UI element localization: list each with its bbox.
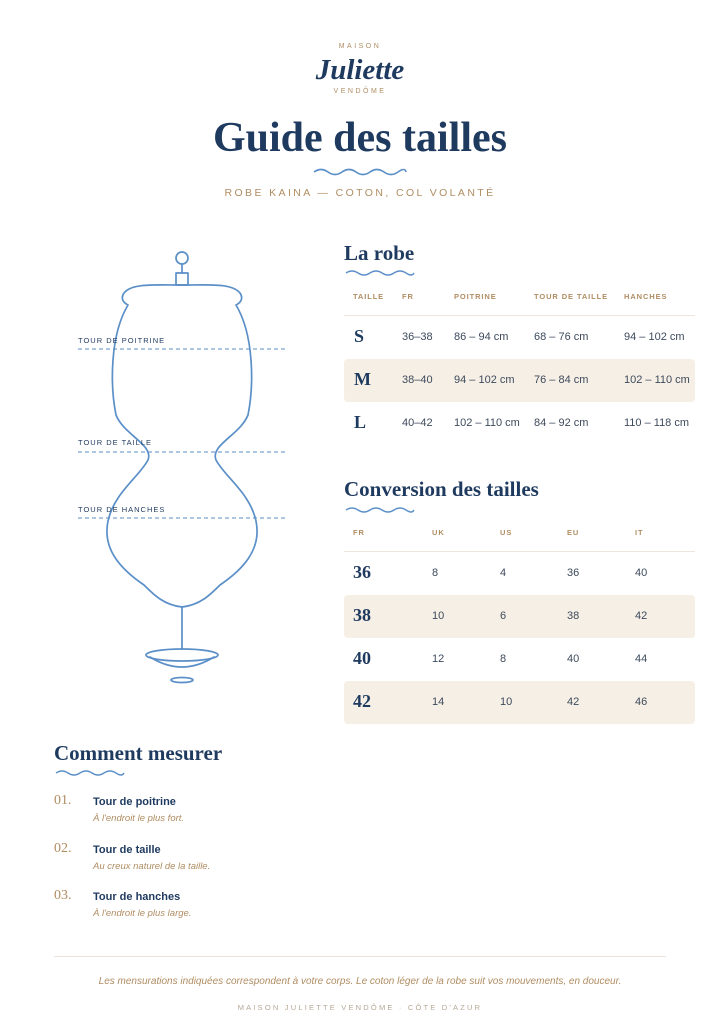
cell-waist: 76 – 84 cm — [534, 374, 589, 386]
step-description: À l'endroit le plus large. — [93, 908, 192, 919]
cell-chest: 94 – 102 cm — [454, 374, 515, 386]
step-title: Tour de taille — [93, 844, 161, 856]
conversion-table-title: Conversion des tailles — [344, 477, 539, 501]
step-title: Tour de hanches — [93, 891, 181, 903]
cell-us: 10 — [500, 696, 513, 708]
cell-us: 4 — [500, 567, 507, 579]
cell-eu: 38 — [567, 610, 580, 622]
dress-table-title: La robe — [344, 241, 415, 265]
step-description: Au creux naturel de la taille. — [93, 861, 211, 872]
dress-form-icon — [70, 245, 300, 690]
cell-fr: 40 — [353, 648, 371, 668]
table-row — [344, 402, 695, 445]
footer-note: Les mensurations indiquées correspondent à votre corps. Le coton léger de la robe suit vos mouvements, en douceur. — [98, 976, 622, 987]
footer-brand: MAISON JULIETTE VENDÔME · CÔTE D'AZUR — [237, 1003, 483, 1012]
cell-us: 8 — [500, 653, 507, 665]
header-fr: FR — [353, 528, 365, 537]
header-eu: EU — [567, 528, 580, 537]
label-chest: TOUR DE POITRINE — [78, 336, 166, 345]
brand-bottom: VENDÔME — [333, 88, 387, 95]
cell-uk: 8 — [432, 567, 439, 579]
header-us: US — [500, 528, 513, 537]
table-header — [344, 280, 695, 316]
cell-hips: 102 – 110 cm — [624, 374, 690, 386]
size-conversion-table — [344, 516, 695, 724]
table-header — [344, 516, 695, 552]
cell-chest: 102 – 110 cm — [454, 417, 520, 429]
cell-waist: 84 – 92 cm — [534, 417, 589, 429]
header-hips: HANCHES — [624, 292, 668, 301]
cell-hips: 110 – 118 cm — [624, 417, 690, 429]
cell-size: M — [354, 369, 371, 389]
table-row — [344, 552, 695, 595]
page-title: Guide des tailles — [212, 115, 508, 161]
table-row — [344, 638, 695, 681]
table-row — [344, 359, 695, 402]
cell-uk: 14 — [432, 696, 445, 708]
label-waist: TOUR DE TAILLE — [78, 438, 153, 447]
how-to-wave-icon — [54, 768, 126, 778]
table-row — [344, 316, 695, 359]
step-description: À l'endroit le plus fort. — [93, 813, 185, 824]
step-number: 01. — [54, 793, 72, 808]
step-title: Tour de poitrine — [93, 796, 176, 808]
step-number: 02. — [54, 841, 72, 856]
conversion-title-wave-icon — [344, 505, 416, 515]
cell-eu: 36 — [567, 567, 580, 579]
cell-uk: 10 — [432, 610, 445, 622]
cell-fr: 36 — [353, 562, 371, 582]
cell-it: 42 — [635, 610, 648, 622]
cell-fr: 36–38 — [402, 331, 433, 343]
brand-top: MAISON — [338, 43, 382, 50]
cell-fr: 40–42 — [402, 417, 433, 429]
footer-divider — [54, 956, 666, 957]
dress-size-table — [344, 280, 695, 445]
cell-fr: 42 — [353, 691, 371, 711]
cell-fr: 38–40 — [402, 374, 433, 386]
cell-eu: 40 — [567, 653, 580, 665]
table-row — [344, 595, 695, 638]
label-hips: TOUR DE HANCHES — [78, 505, 166, 514]
header-chest: POITRINE — [454, 292, 497, 301]
header-size: TAILLE — [353, 292, 385, 301]
header-fr: FR — [402, 292, 414, 301]
cell-uk: 12 — [432, 653, 445, 665]
cell-eu: 42 — [567, 696, 580, 708]
cell-hips: 94 – 102 cm — [624, 331, 685, 343]
cell-us: 6 — [500, 610, 507, 622]
brand-logo: Juliette — [315, 54, 405, 86]
cell-size: S — [354, 326, 365, 346]
cell-it: 44 — [635, 653, 648, 665]
cell-waist: 68 – 76 cm — [534, 331, 589, 343]
header-waist: TOUR DE TAILLE — [534, 292, 608, 301]
step-number: 03. — [54, 888, 72, 903]
header-uk: UK — [432, 528, 445, 537]
cell-chest: 86 – 94 cm — [454, 331, 509, 343]
table-row — [344, 681, 695, 724]
cell-fr: 38 — [353, 605, 371, 625]
cell-size: L — [354, 412, 367, 432]
title-wave-icon — [312, 166, 408, 178]
dress-title-wave-icon — [344, 268, 416, 278]
how-to-title: Comment mesurer — [54, 741, 223, 765]
cell-it: 46 — [635, 696, 648, 708]
cell-it: 40 — [635, 567, 648, 579]
header-it: IT — [635, 528, 644, 537]
page-subtitle: ROBE KAINA — COTON, COL VOLANTÉ — [224, 187, 496, 199]
